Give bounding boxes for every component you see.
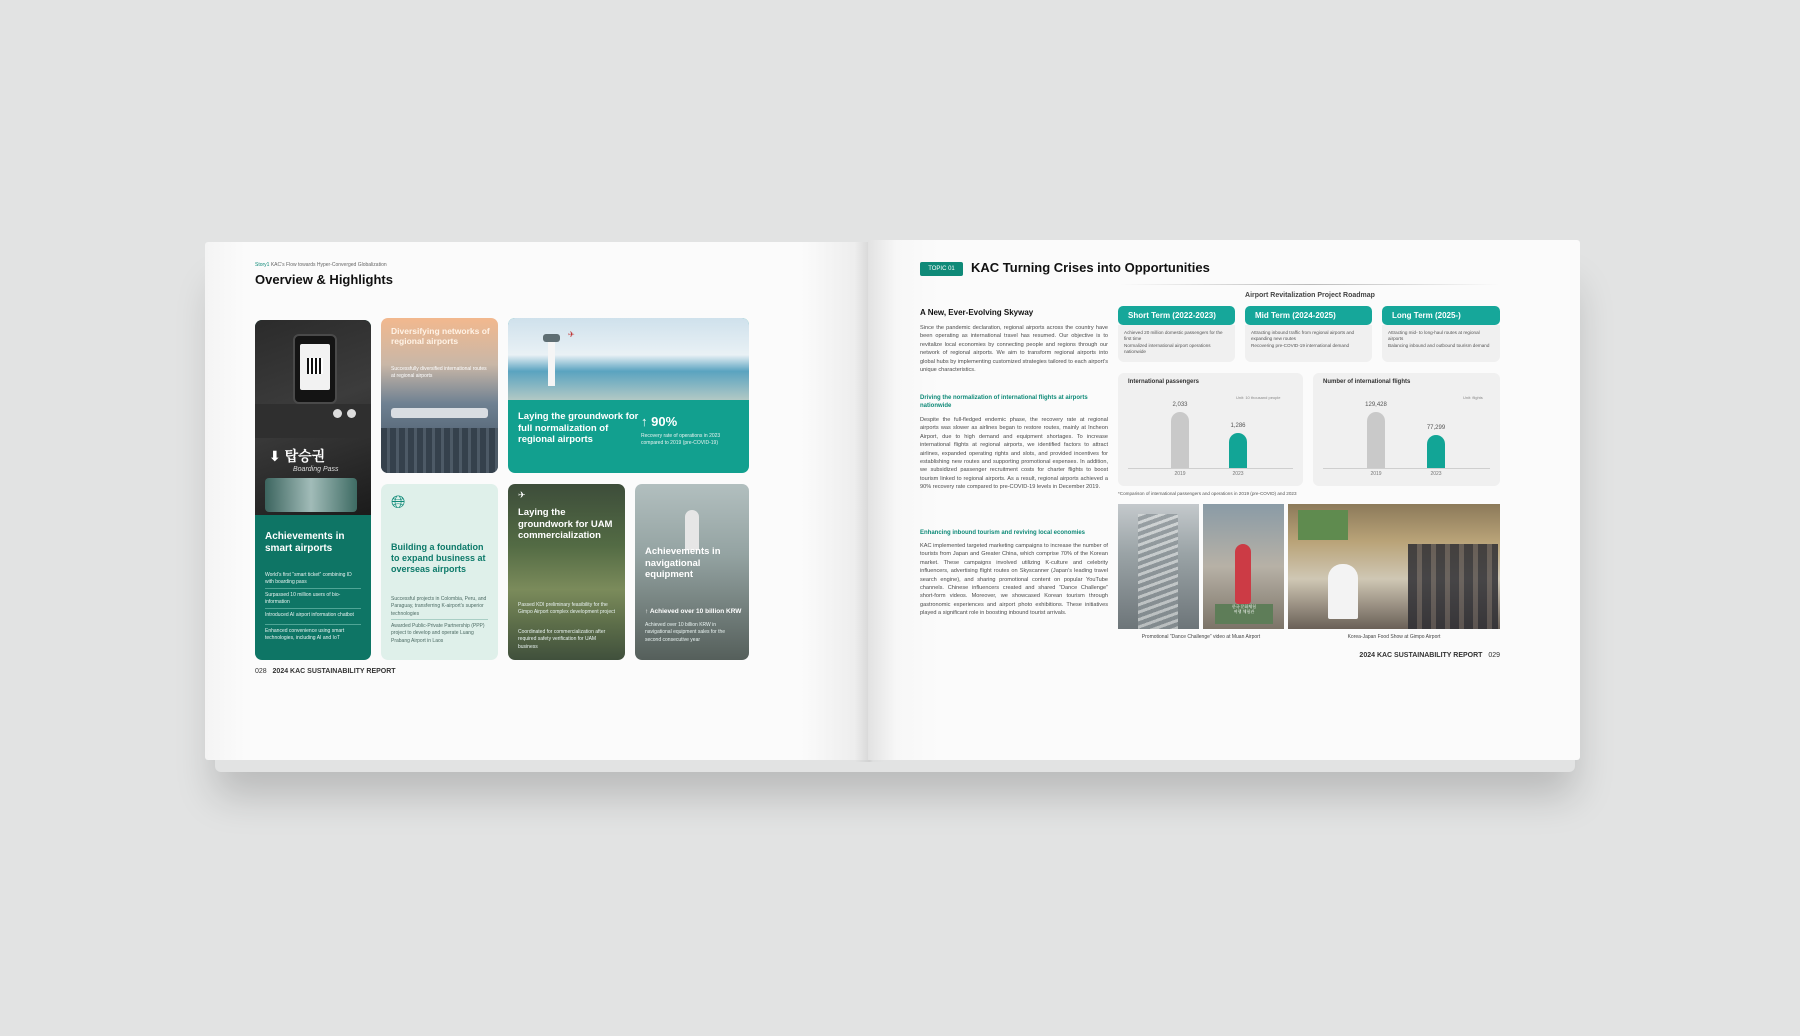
value-flights-2023: 77,299 — [1426, 425, 1446, 431]
photo-sign: 한국 문화체험 여행 체험관 — [1215, 604, 1273, 624]
bar-flights-2019 — [1367, 412, 1385, 468]
caption-food-show: Korea-Japan Food Show at Gimpo Airport — [1347, 634, 1441, 640]
smart-item-1: World’s first “smart ticket” combining ID with boarding pass — [265, 572, 352, 586]
chart-passengers — [1118, 373, 1303, 486]
breadcrumb — [255, 262, 387, 268]
roadmap-box-mid — [1245, 325, 1372, 362]
subsection-1-body: Despite the full-fledged endemic phase, the recovery rate at regional airports was slower as airlines began to restore routes, mainly at Incheon Airport, due to high demand and equipment shortages. To increase international flights at regional airports, we identified factors to attract airlines, expanded operating rights and slots, and provided incentives for establishing new routes and supporting promotional expenses. In addition, we subsidized passenger recruitment costs for charter flights to boost tourism linked to regional airports. As a result, regional airports achieved a 90% recovery rate compared to pre-COVID-19 levels in December 2019. — [920, 417, 1108, 491]
right-page-number: 029 — [1488, 652, 1500, 659]
smart-item-2: Surpassed 10 million users of bio-information — [265, 592, 341, 606]
tick-flights-2019: 2019 — [1370, 471, 1382, 477]
overseas-card-title: Building a foundation to expand business at overseas airports — [391, 542, 486, 574]
photo-text-kr: 탑승권 — [284, 448, 326, 464]
card-normalization — [508, 318, 749, 473]
topic-badge: TOPIC 01 — [920, 262, 963, 276]
chart-passengers-title: International passengers — [1128, 379, 1200, 385]
normalization-stat: ↑ 90% — [641, 414, 678, 429]
left-footer — [255, 668, 396, 675]
breadcrumb-text: KAC’s Flow towards Hyper-Converged Globalization — [270, 262, 387, 268]
photo-escalator — [1118, 504, 1199, 629]
regional-card-title: Diversifying networks of regional airports — [391, 326, 490, 347]
radar-tower — [685, 510, 699, 550]
bar-passengers-2019 — [1171, 412, 1189, 468]
card-uam — [508, 484, 625, 660]
card-regional-networks — [381, 318, 498, 473]
right-page — [868, 240, 1580, 760]
roadmap-mid-item-1: Attracting inbound traffic from regional airports and expanding new routes — [1251, 330, 1355, 342]
value-passengers-2019: 2,033 — [1172, 402, 1188, 408]
phone-illustration — [293, 334, 337, 404]
normalization-card-title: Laying the groundwork for full normalization of regional airports — [518, 411, 639, 446]
right-page-title: KAC Turning Crises into Opportunities — [971, 260, 1210, 275]
airplane-illustration — [391, 408, 488, 418]
photo-food-show — [1288, 504, 1500, 629]
navigation-stat-desc: Achieved over 10 billion KRW in navigational equipment sales for the second consecutive year — [645, 622, 726, 643]
drone-icon: ✈ — [518, 490, 526, 500]
chart-note: *Comparison of international passengers and operations in 2019 (pre-COVID) and 2023 — [1118, 491, 1297, 496]
section-title: A New, Ever-Evolving Skyway — [920, 308, 1034, 317]
regional-card-sub: Successfully diversified international routes at regional airports — [391, 366, 487, 380]
scanner-light — [265, 478, 357, 512]
boarding-sign — [269, 446, 325, 466]
caption-dance: Promotional “Dance Challenge” video at Muan Airport — [1141, 634, 1261, 640]
bar-flights-2023 — [1427, 435, 1445, 468]
chart-flights — [1313, 373, 1500, 486]
roadmap-short-item-2: Normalized international airport operations nationwide — [1124, 342, 1211, 355]
qr-code — [307, 358, 323, 374]
globe-icon: 🌐︎ — [391, 492, 406, 512]
uam-item-2: Coordinated for commercialization after required safety verification for UAM business — [518, 629, 606, 650]
roadmap-phase-long: Long Term (2025-) — [1382, 306, 1500, 325]
smart-item-4: Enhanced convenience using smart technologies, including AI and IoT — [265, 628, 345, 642]
roadmap-short-item-1: Achieved 20 million domestic passengers for the first time — [1124, 330, 1223, 342]
card-overseas — [381, 484, 498, 660]
uam-item-1: Passed KDI preliminary feasibility for the Gimpo Airport complex development project — [518, 602, 615, 616]
smart-photo — [255, 320, 371, 515]
photo-text-en: Boarding Pass — [293, 466, 339, 473]
arrow-down-icon: ⬇ — [269, 448, 281, 464]
roadmap-mid-item-2: Recovering pre-COVID-19 international demand — [1251, 342, 1350, 348]
subsection-2-title: Enhancing inbound tourism and reviving local economies — [920, 530, 1086, 536]
navigation-card-title: Achievements in navigational equipment — [645, 546, 721, 581]
uam-card-title: Laying the groundwork for UAM commercialization — [518, 507, 613, 542]
left-page-number: 028 — [255, 668, 267, 675]
tick-passengers-2019: 2019 — [1174, 471, 1186, 477]
chart-flights-title: Number of international flights — [1323, 379, 1411, 385]
right-footer — [1298, 652, 1500, 659]
smart-card-title: Achievements in smart airports — [265, 531, 345, 555]
chart-passengers-unit: Unit: 10 thousand people — [1236, 395, 1281, 400]
left-footer-text: 2024 KAC SUSTAINABILITY REPORT — [272, 668, 396, 675]
card-smart-airports — [255, 320, 371, 660]
bar-passengers-2023 — [1229, 433, 1247, 468]
chart-flights-unit: Unit: flights — [1463, 395, 1483, 400]
subsection-1-title: Driving the normalization of international flights at airports nationwide — [920, 395, 1088, 409]
card-navigation — [635, 484, 749, 660]
airplane-icon: ✈ — [568, 330, 575, 339]
open-report-book — [205, 242, 1580, 760]
page-title: Overview & Highlights — [255, 272, 393, 287]
roadmap-phase-short: Short Term (2022-2023) — [1118, 306, 1235, 325]
value-flights-2019: 129,428 — [1365, 402, 1387, 408]
roadmap-title: Airport Revitalization Project Roadmap — [1245, 292, 1375, 299]
roadmap-long-item-1: Attracting mid- to long-haul routes at regional airports — [1388, 330, 1480, 342]
roadmap-phase-mid: Mid Term (2024-2025) — [1245, 306, 1372, 325]
subsection-2-body: KAC implemented targeted marketing campaigns to increase the number of tourists from Japan and Greater China, which comprise 70% of the Korean market. These campaigns involved utilizing K-culture and celebrity influencers, advertising flight routes on Skyscanner (Japan’s leading travel search engine), and sharing promotional content on popular YouTube channels. Chinese influencers created and shared “Dance Challenge” short-form videos. Moreover, we showcased Korean tourism through gastronomic experiences and airport photo exhibitions. These initiatives played a significant role in boosting inbound tourist arrivals. — [920, 543, 1108, 617]
overseas-item-2: Awarded Public-Private Partnership (PPP) project to develop and operate Luang Prabang Airport in Laos — [391, 623, 485, 644]
navigation-stat: ↑ Achieved over 10 billion KRW — [645, 608, 742, 615]
gate-scanner — [255, 404, 371, 438]
smart-item-3: Introduced AI airport information chatbot — [265, 612, 354, 618]
right-footer-text: 2024 KAC SUSTAINABILITY REPORT — [1359, 652, 1483, 659]
tick-passengers-2023: 2023 — [1232, 471, 1244, 477]
roadmap-long-item-2: Balancing inbound and outbound tourism demand — [1388, 342, 1490, 348]
airport-structure — [381, 428, 498, 473]
intro-paragraph: Since the pandemic declaration, regional airports across the country have been operating as international travel has resumed. Our objective is to revitalize local economies by connecting people and regions through our network of regional airports. We aim to transform regional airports into global hubs by implementing customized strategies tailored to each airport’s unique characteristics. — [920, 325, 1108, 373]
tick-flights-2023: 2023 — [1430, 471, 1442, 477]
roadmap-box-long — [1382, 325, 1500, 362]
normalization-stat-desc: Recovery rate of operations in 2023 compared to 2019 (pre-COVID-19) — [641, 433, 721, 447]
airport-photo — [508, 318, 749, 400]
left-page — [205, 242, 868, 760]
value-passengers-2023: 1,286 — [1230, 423, 1246, 429]
roadmap-box-short — [1118, 325, 1235, 362]
overseas-item-1: Successful projects in Colombia, Peru, and Paraguay, transferring K-airport’s superior technologies — [391, 596, 487, 617]
breadcrumb-prefix: Story1 — [255, 262, 270, 268]
photo-dance-challenge — [1203, 504, 1284, 629]
